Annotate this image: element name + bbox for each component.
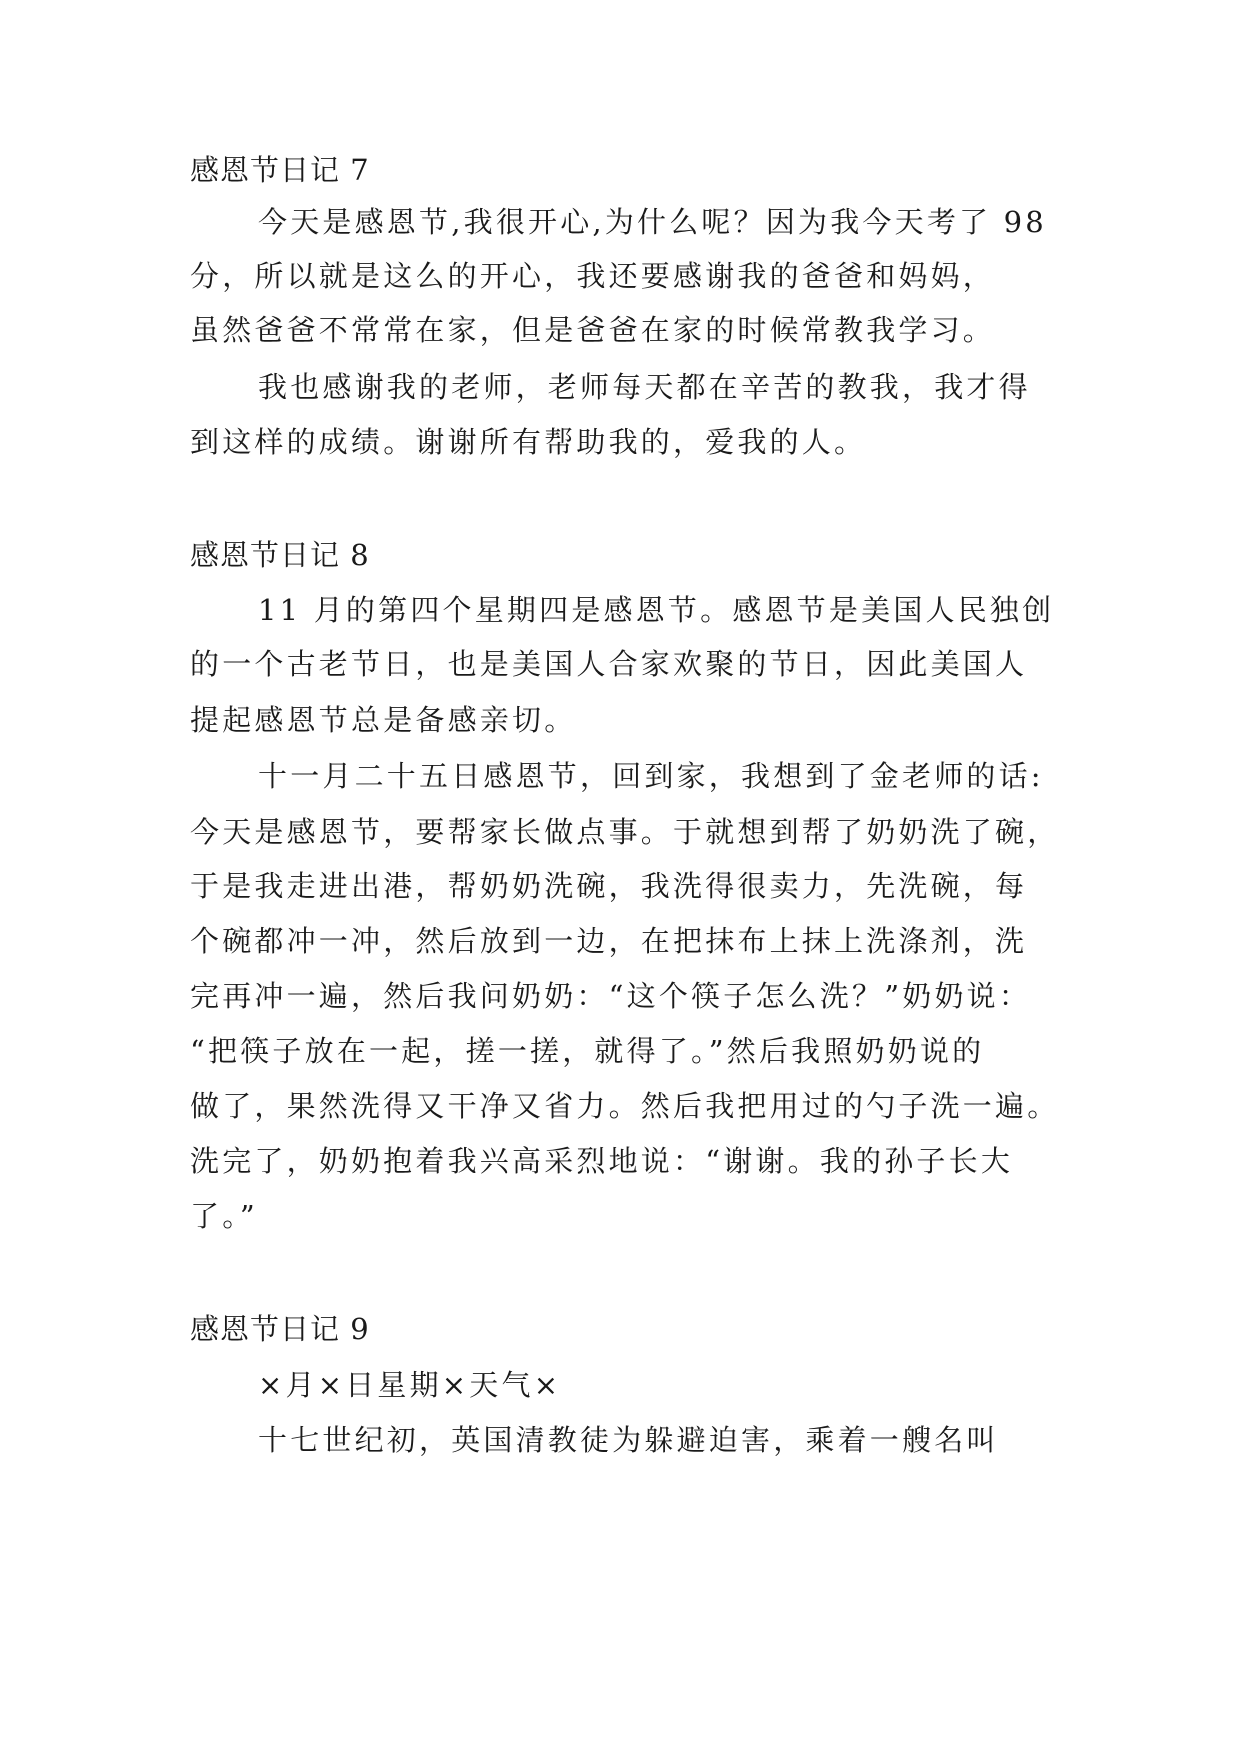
- paragraph-line: 分，所以就是这么的开心，我还要感谢我的爸爸和妈妈，: [190, 259, 996, 293]
- paragraph-line: 今天是感恩节，要帮家长做点事。于就想到帮了奶奶洗了碗，: [190, 815, 1060, 849]
- paragraph-line: 做了，果然洗得又干净又省力。然后我把用过的勺子洗一遍。: [190, 1089, 1060, 1123]
- paragraph-line: 提起感恩节总是备感亲切。: [190, 703, 577, 737]
- paragraph-line: 了。”: [190, 1199, 258, 1233]
- paragraph-line: 完再冲一遍，然后我问奶奶：“这个筷子怎么洗？”奶奶说：: [190, 979, 1032, 1013]
- paragraph-line: ×月×日星期×天气×: [258, 1368, 562, 1402]
- paragraph-line: 我也感谢我的老师，老师每天都在辛苦的教我，我才得: [258, 370, 1031, 404]
- paragraph-line: 的一个古老节日，也是美国人合家欢聚的节日，因此美国人: [190, 647, 1028, 681]
- paragraph-line: 11 月的第四个星期四是感恩节。感恩节是美国人民独创: [258, 593, 1055, 627]
- paragraph-line: 个碗都冲一冲，然后放到一边，在把抹布上抹上洗涤剂，洗: [190, 924, 1028, 958]
- paragraph-line: 今天是感恩节,我很开心,为什么呢？因为我今天考了 98: [258, 205, 1047, 239]
- section-heading-9: 感恩节日记 9: [190, 1312, 370, 1346]
- paragraph-line: “把筷子放在一起，搓一搓，就得了。”然后我照奶奶说的: [190, 1034, 985, 1068]
- section-heading-7: 感恩节日记 7: [190, 153, 370, 187]
- paragraph-line: 到这样的成绩。谢谢所有帮助我的，爱我的人。: [190, 425, 867, 459]
- paragraph-line: 洗完了，奶奶抱着我兴高采烈地说：“谢谢。我的孙子长大: [190, 1144, 1014, 1178]
- paragraph-line: 虽然爸爸不常常在家，但是爸爸在家的时候常教我学习。: [190, 313, 996, 347]
- section-heading-8: 感恩节日记 8: [190, 538, 370, 572]
- paragraph-line: 于是我走进出港，帮奶奶洗碗，我洗得很卖力，先洗碗，每: [190, 869, 1028, 903]
- paragraph-line: 十七世纪初，英国清教徒为躲避迫害，乘着一艘名叫: [258, 1423, 999, 1457]
- paragraph-line: 十一月二十五日感恩节，回到家，我想到了金老师的话:: [258, 759, 1044, 793]
